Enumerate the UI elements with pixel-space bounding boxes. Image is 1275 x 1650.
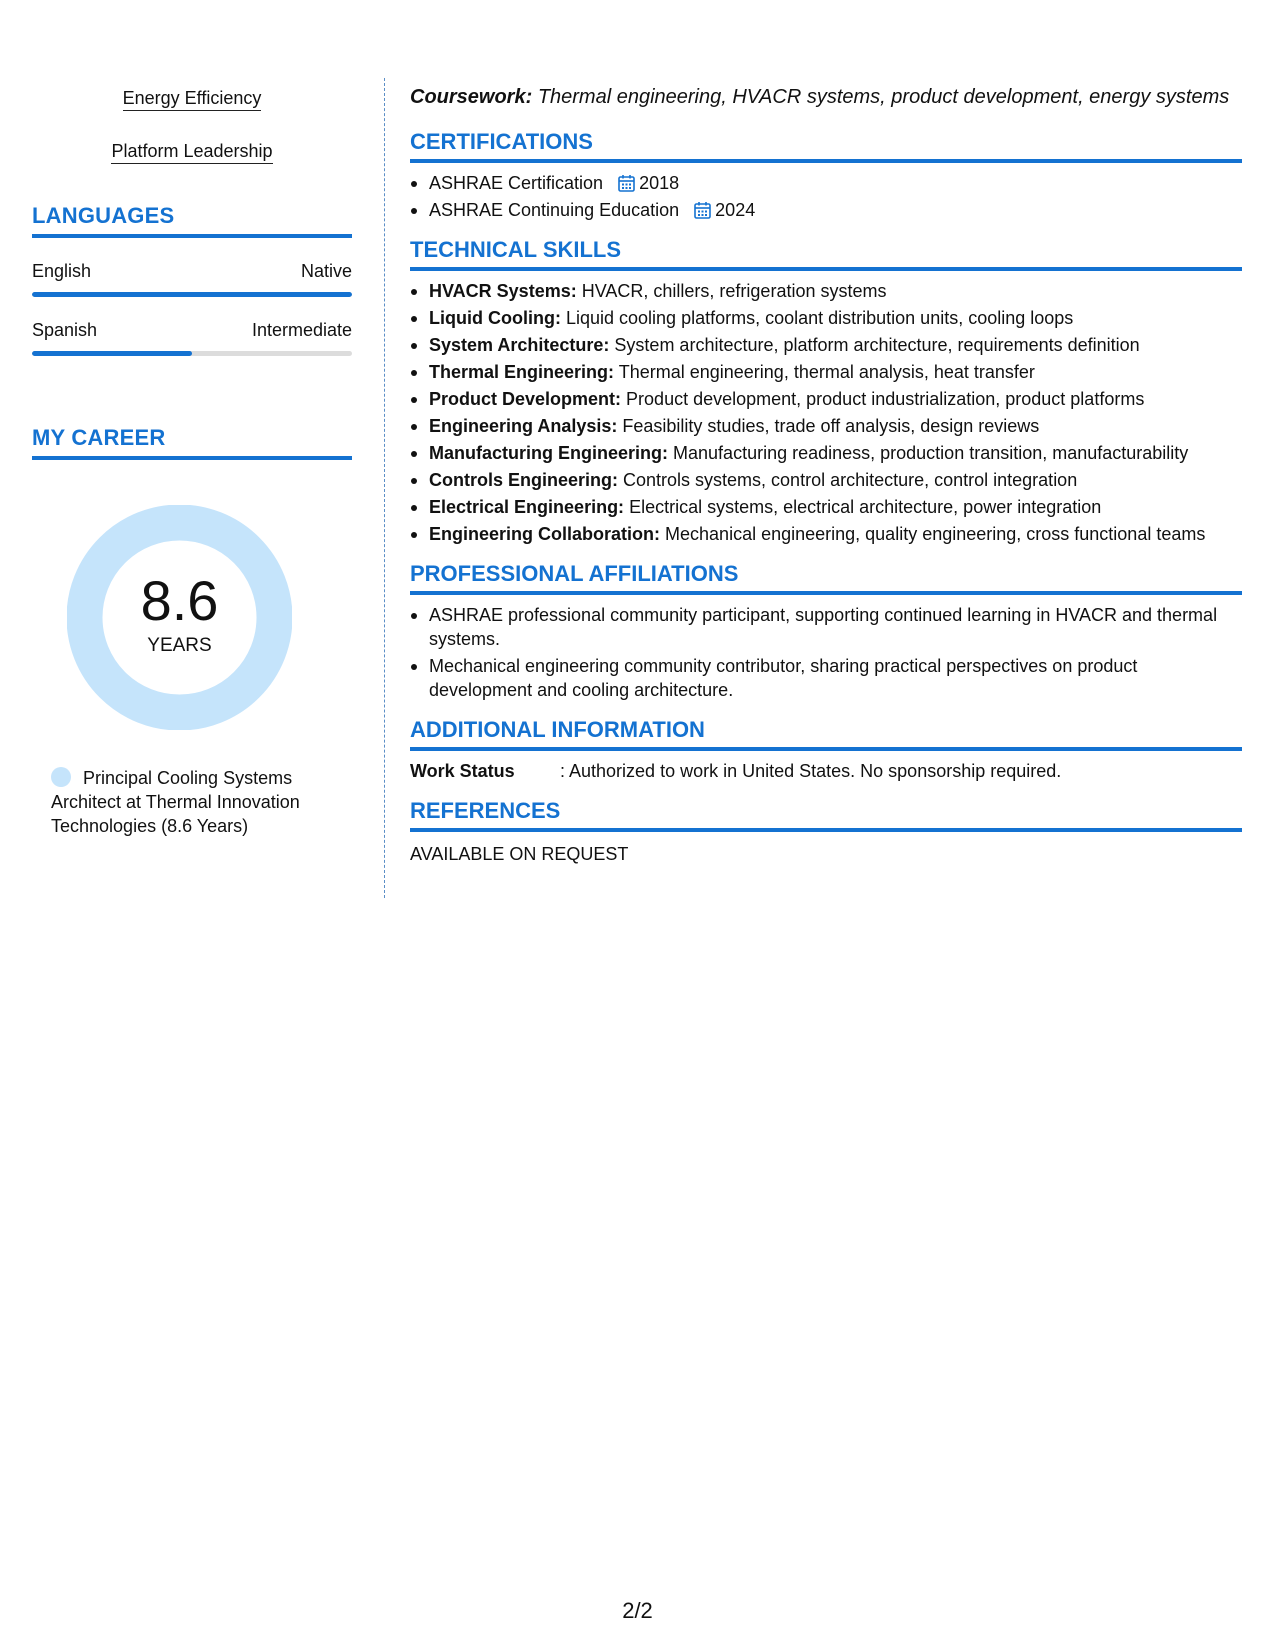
calendar-icon [694,201,711,219]
column-divider [384,78,385,898]
coursework-label: Coursework: [410,86,533,108]
skill-item [410,414,1242,438]
certification-item [410,198,1242,222]
references-text: AVAILABLE ON REQUEST [410,844,629,864]
skill-label: Electrical Engineering: [429,497,625,517]
language-name: English [32,261,92,281]
language-bar [32,351,352,356]
skill-label: Manufacturing Engineering: [429,443,669,463]
skill-item [410,468,1242,492]
skill-item [410,279,1242,303]
certification-name: ASHRAE Certification [429,173,604,193]
certification-item [410,171,1242,195]
skill-label: System Architecture: [429,335,610,355]
career-section [32,424,352,838]
language-level: Native [300,261,352,281]
language-bar-fill [32,292,352,297]
skill-label: Thermal Engineering: [429,362,615,382]
skill-item [410,495,1242,519]
coursework-line [410,84,1242,110]
skill-text: System architecture, platform architecture, requirements definition [614,335,1140,355]
skill-item [410,522,1242,546]
skill-label: HVACR Systems: [429,281,577,301]
references-title: REFERENCES [410,797,1242,832]
certifications-list [410,171,1242,222]
language-name: Spanish [32,320,98,340]
technical-skills-title: TECHNICAL SKILLS [410,236,1242,271]
skill-text: Liquid cooling platforms, coolant distribution units, cooling loops [565,308,1074,328]
work-status-value: : Authorized to work in United States. No sponsorship required. [560,761,1062,781]
work-status-row [410,759,1242,783]
certification-year: 2018 [639,173,680,193]
language-bar-fill [32,351,192,356]
career-legend-text: Principal Cooling Systems Architect at Thermal Innovation Technologies (8.6 Years) [51,768,300,836]
skill-item [410,306,1242,330]
career-total-unit: YEARS [147,635,212,656]
skill-tag: Platform Leadership [111,131,272,164]
skill-label: Engineering Analysis: [429,416,618,436]
left-column [32,78,352,838]
language-item [32,260,352,297]
skill-text: Electrical systems, electrical architecture, power integration [629,497,1102,517]
career-donut-chart [67,505,292,730]
languages-section [32,202,352,356]
skill-label: Liquid Cooling: [429,308,561,328]
coursework-text: Thermal engineering, HVACR systems, product development, energy systems [537,86,1230,108]
affiliation-item: ASHRAE professional community participant, supporting continued learning in HVACR and thermal systems. [410,603,1242,651]
skill-item [410,360,1242,384]
skill-tag: Energy Efficiency [123,78,262,111]
skill-text: Thermal engineering, thermal analysis, heat transfer [618,362,1035,382]
language-bar [32,292,352,297]
certification-name: ASHRAE Continuing Education [429,200,680,220]
skill-text: Feasibility studies, trade off analysis, design reviews [622,416,1040,436]
skill-item [410,441,1242,465]
certifications-title: CERTIFICATIONS [410,128,1242,163]
calendar-icon [618,174,635,192]
skill-label: Controls Engineering: [429,470,618,490]
work-status-label: Work Status [410,761,515,781]
language-level: Intermediate [251,320,352,340]
skill-text: Controls systems, control architecture, control integration [623,470,1078,490]
page-number: 2/2 [622,1598,653,1623]
languages-title: LANGUAGES [32,202,352,238]
affiliations-list [410,603,1242,702]
affiliation-item: Mechanical engineering community contributor, sharing practical perspectives on product development and cooling architecture. [410,654,1242,702]
skill-label: Product Development: [429,389,622,409]
career-legend-item [51,766,331,838]
additional-info-title: ADDITIONAL INFORMATION [410,716,1242,751]
career-title: MY CAREER [32,424,352,460]
right-column [410,84,1242,866]
career-total-value: 8.6 [140,569,219,632]
language-item [32,319,352,356]
skill-tags [32,78,352,164]
affiliations-title: PROFESSIONAL AFFILIATIONS [410,560,1242,595]
technical-skills-list [410,279,1242,546]
skill-item [410,387,1242,411]
skill-label: Engineering Collaboration: [429,524,661,544]
skill-text: Product development, product industrialization, product platforms [626,389,1145,409]
legend-dot-icon [51,767,71,787]
skill-item [410,333,1242,357]
certification-year: 2024 [715,200,756,220]
skill-text: Manufacturing readiness, production transition, manufacturability [673,443,1189,463]
skill-text: Mechanical engineering, quality engineering, cross functional teams [665,524,1206,544]
skill-text: HVACR, chillers, refrigeration systems [581,281,887,301]
